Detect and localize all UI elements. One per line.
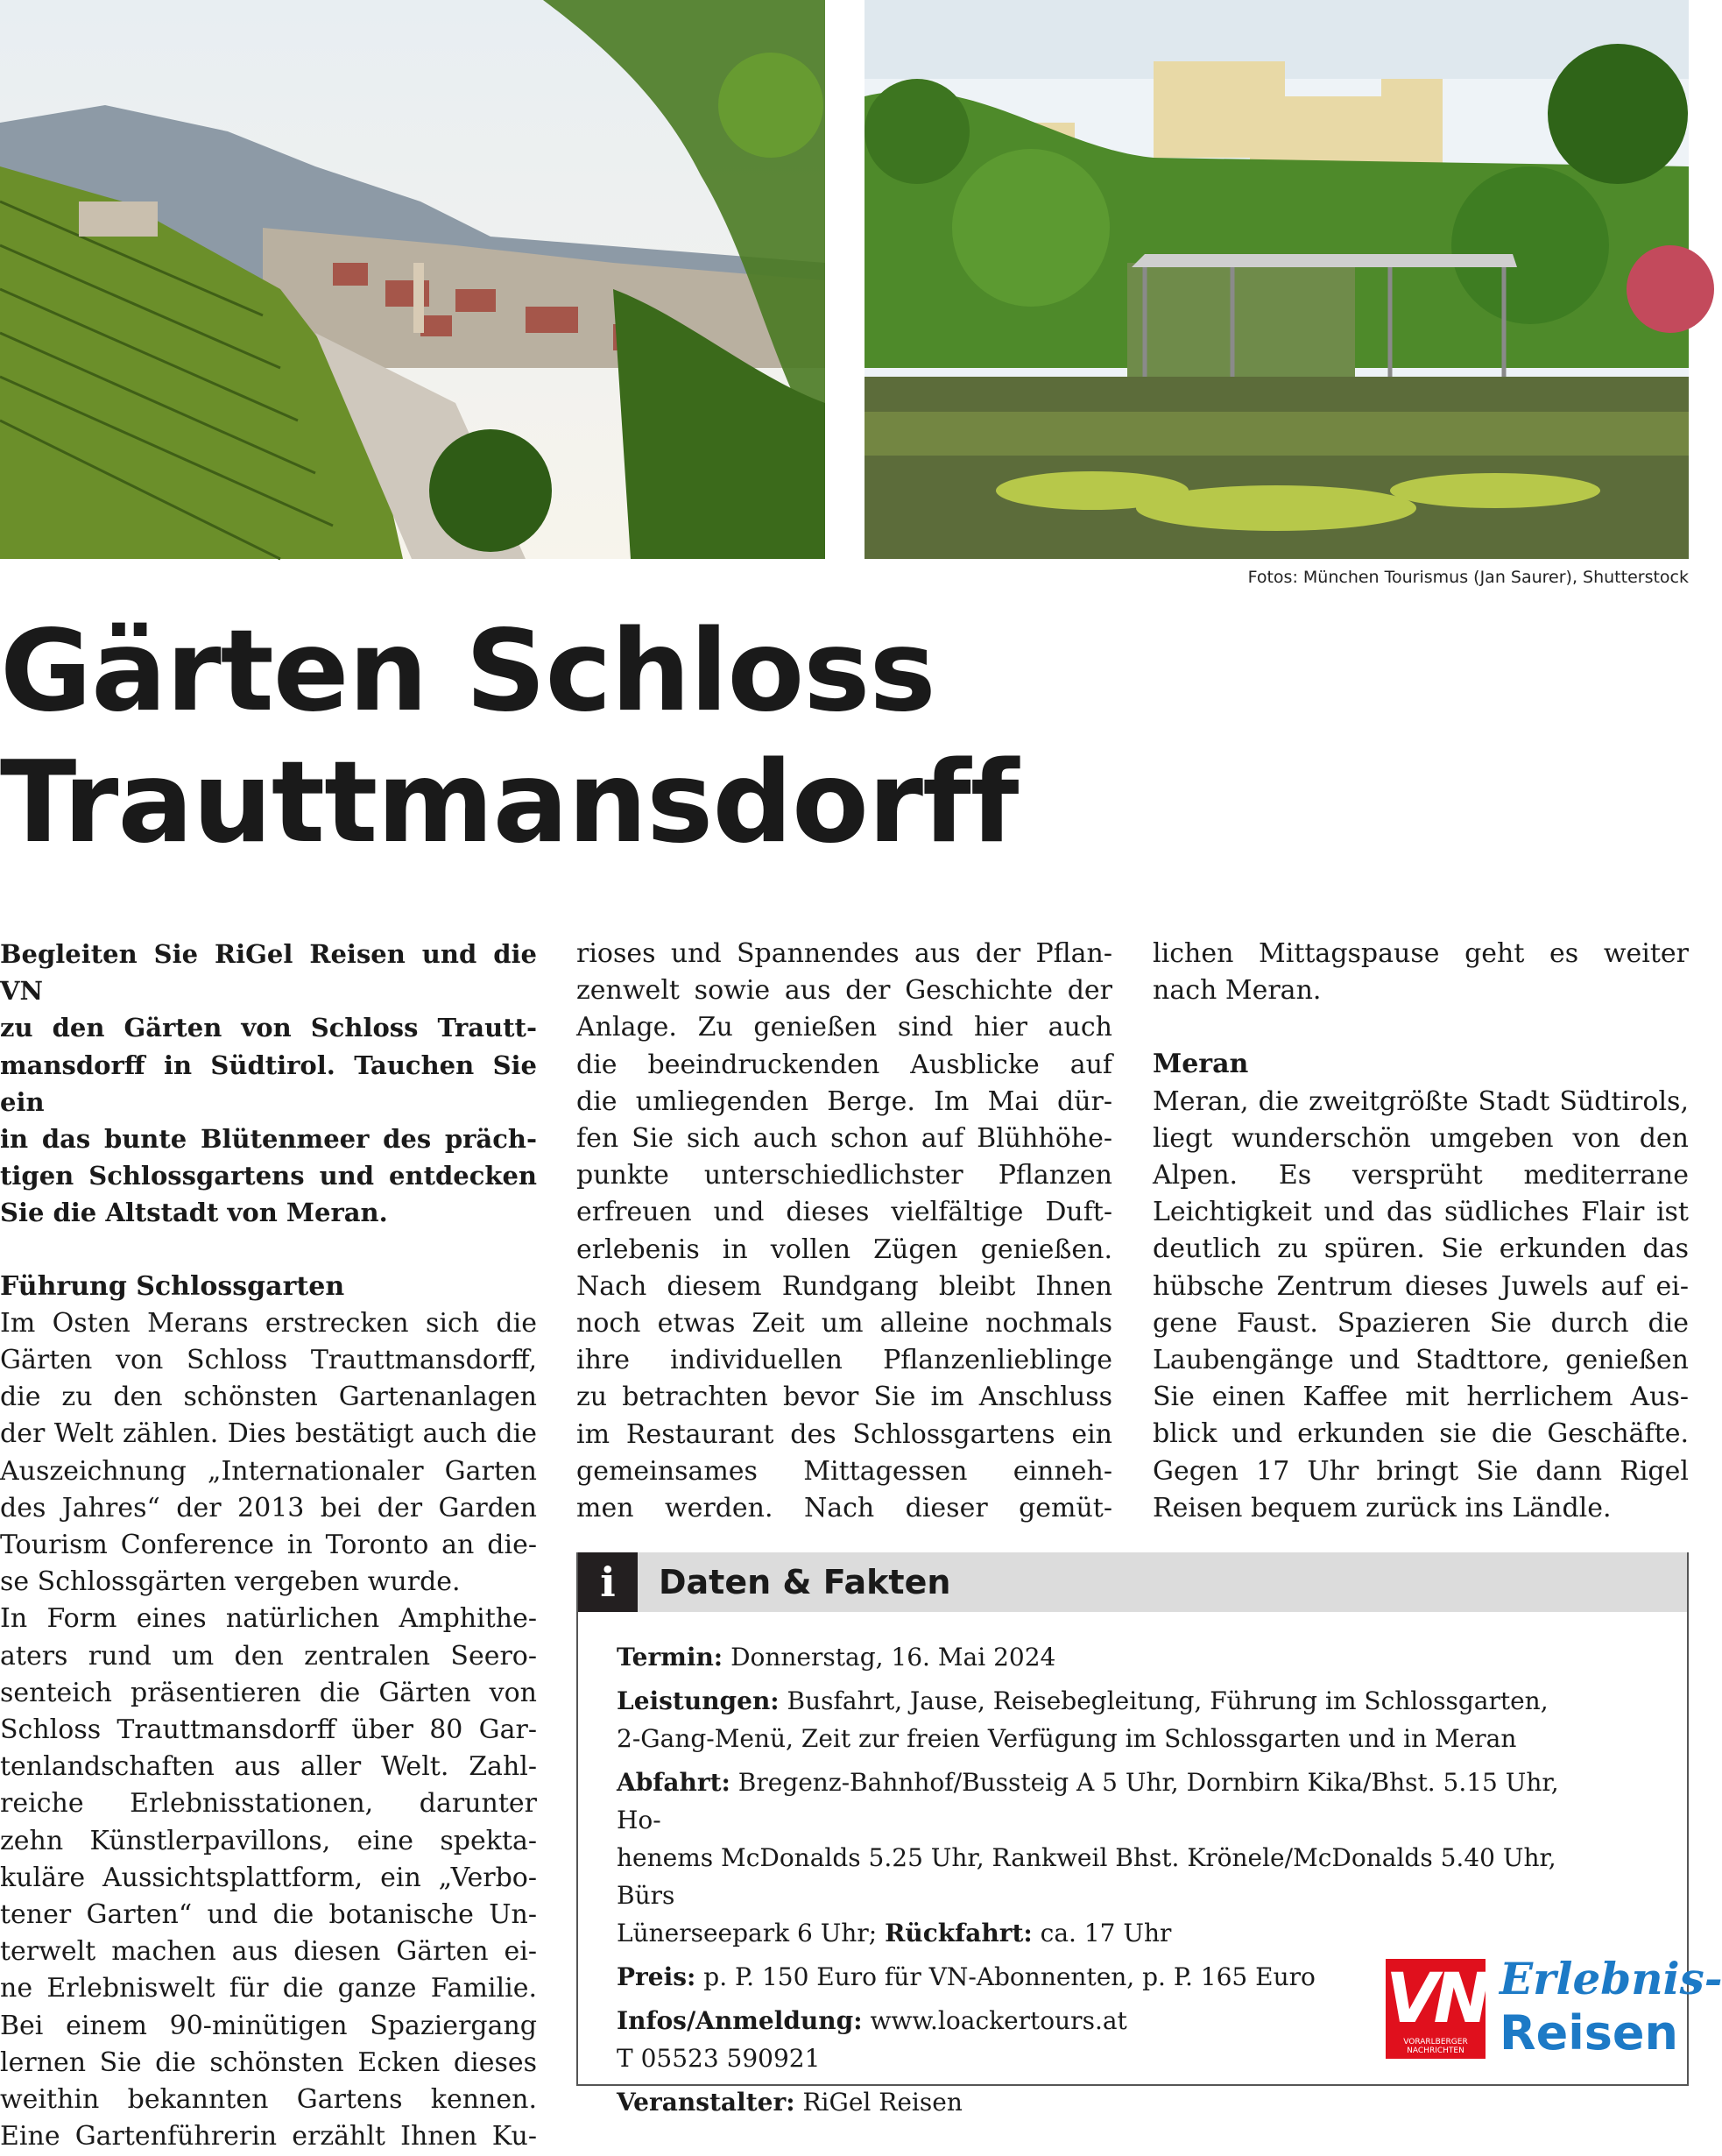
paragraph-meran bbox=[1153, 1084, 1689, 1527]
vn-logo-subtitle-2: NACHRICHTEN bbox=[1407, 2046, 1464, 2055]
lead-paragraph-line: in das bunte Blütenmeer des präch- bbox=[0, 1124, 537, 1155]
paragraph-amphitheater-line: reiche Erlebnisstationen, darunter bbox=[0, 1788, 537, 1820]
paragraph-mittagspause bbox=[1153, 936, 1689, 1009]
paragraph-rundgang-line: Nach diesem Rundgang bleibt Ihnen bbox=[576, 1270, 1112, 1302]
paragraph-meran-line: liegt wunderschön umgeben von den bbox=[1153, 1122, 1689, 1154]
paragraph-amphitheater-line: tener Garten“ und die botanische Un- bbox=[0, 1899, 537, 1931]
paragraph-amphitheater-line: senteich präsentieren die Gärten von bbox=[0, 1677, 537, 1708]
paragraph-amphitheater-line: In Form eines natürlichen Amphithe- bbox=[0, 1603, 537, 1635]
paragraph-rundgang-line: noch etwas Zeit um alleine nochmals bbox=[576, 1308, 1112, 1340]
fact-abfahrt-label: Abfahrt: bbox=[617, 1768, 730, 1797]
fact-veranstalter-label: Veranstalter: bbox=[617, 2088, 795, 2117]
paragraph-amphitheater-line: zehn Künstlerpavillons, eine spekta- bbox=[0, 1825, 537, 1856]
fact-leistungen-value-1: Busfahrt, Jause, Reisebegleitung, Führung im Schlossgarten, bbox=[787, 1686, 1549, 1715]
paragraph-meran-line: Alpen. Es versprüht mediterrane bbox=[1153, 1160, 1689, 1191]
vn-logo-text: VN bbox=[1386, 1960, 1486, 2039]
paragraph-osten-merans-line: Tourism Conference in Toronto an die- bbox=[0, 1530, 537, 1561]
lead-paragraph-line: Sie die Altstadt von Meran. bbox=[0, 1198, 388, 1228]
fact-preis-value: p. P. 150 Euro für VN-Abonnenten, p. P. 165 Euro bbox=[703, 1962, 1316, 1991]
paragraph-rundgang-line: zenwelt sowie aus der Geschichte der bbox=[576, 975, 1112, 1007]
paragraph-mittagspause-line: nach Meran. bbox=[1153, 975, 1322, 1007]
headline-line-2: Trauttmansdorff bbox=[0, 738, 1019, 868]
paragraph-meran-line: hübsche Zentrum dieses Juwels auf ei- bbox=[1153, 1270, 1689, 1302]
paragraph-rundgang-line: punkte unterschiedlichster Pflanzen bbox=[576, 1160, 1112, 1191]
fact-preis-label: Preis: bbox=[617, 1962, 696, 1991]
vineyard-illustration bbox=[0, 0, 825, 559]
paragraph-rundgang-line: erfreuen und dieses vielfältige Duft- bbox=[576, 1197, 1112, 1228]
fact-veranstalter bbox=[617, 2083, 1606, 2121]
vn-logo-subtitle bbox=[1386, 2038, 1486, 2055]
paragraph-osten-merans-line: des Jahres“ der 2013 bei der Garden bbox=[0, 1492, 537, 1523]
brand-line-2: Reisen bbox=[1500, 2005, 1678, 2061]
paragraph-amphitheater-line: weithin bekannten Gartens kennen. bbox=[0, 2084, 537, 2116]
info-icon: i bbox=[578, 1552, 638, 1612]
lead-paragraph bbox=[0, 936, 537, 1232]
article-column-1 bbox=[0, 936, 537, 2156]
fact-rueckfahrt-value: ca. 17 Uhr bbox=[1040, 1919, 1172, 1947]
paragraph-meran-line: blick und erkunden sie die Geschäfte. bbox=[1153, 1418, 1689, 1450]
paragraph-amphitheater-line: aters rund um den zentralen Seero- bbox=[0, 1640, 537, 1672]
paragraph-osten-merans-line: der Welt zählen. Dies bestätigt auch die bbox=[0, 1418, 537, 1450]
paragraph-meran-line: Reisen bequem zurück ins Ländle. bbox=[1153, 1492, 1612, 1523]
fact-leistungen bbox=[617, 1682, 1606, 1757]
fact-infos-label: Infos/Anmeldung: bbox=[617, 2006, 863, 2035]
paragraph-meran-line: gene Faust. Spazieren Sie durch die bbox=[1153, 1307, 1689, 1339]
paragraph-meran-line: Sie einen Kaffee mit herrlichem Aus- bbox=[1153, 1382, 1689, 1413]
paragraph-meran-line: deutlich zu spüren. Sie erkunden das bbox=[1153, 1234, 1689, 1265]
fact-termin bbox=[617, 1638, 1606, 1676]
fact-abfahrt bbox=[617, 1764, 1606, 1952]
paragraph-amphitheater-line: ne Erlebniswelt für die ganze Familie. bbox=[0, 1973, 537, 2004]
headline-line-1: Gärten Schloss bbox=[0, 606, 935, 737]
paragraph-rundgang-line: gemeinsames Mittagessen einneh- bbox=[576, 1455, 1112, 1487]
paragraph-meran-line: Meran, die zweitgrößte Stadt Südtirols, bbox=[1153, 1085, 1689, 1117]
paragraph-amphitheater-line: Eine Gartenführerin erzählt Ihnen Ku- bbox=[0, 2121, 537, 2152]
fact-termin-label: Termin: bbox=[617, 1643, 723, 1672]
article-column-2 bbox=[576, 936, 1112, 1527]
paragraph-rundgang-line: die beeindruckenden Ausblicke auf bbox=[576, 1049, 1112, 1080]
paragraph-mittagspause-line: lichen Mittagspause geht es weiter bbox=[1153, 938, 1689, 969]
paragraph-amphitheater-line: lernen Sie die schönsten Ecken dieses bbox=[0, 2046, 537, 2078]
paragraph-rundgang-line: die umliegenden Berge. Im Mai dür- bbox=[576, 1085, 1112, 1117]
lead-paragraph-line: tigen Schlossgartens und entdecken bbox=[0, 1161, 537, 1191]
paragraph-osten-merans-line: se Schlossgärten vergeben wurde. bbox=[0, 1566, 461, 1598]
paragraph-rundgang-line: Anlage. Zu genießen sind hier auch bbox=[576, 1012, 1112, 1043]
vn-logo bbox=[1386, 1959, 1486, 2059]
paragraph-rundgang-line: fen Sie sich auch schon auf Blühhöhe- bbox=[576, 1123, 1112, 1155]
paragraph-osten-merans-line: Im Osten Merans erstrecken sich die bbox=[0, 1307, 537, 1339]
info-box-title: Daten & Fakten bbox=[659, 1563, 951, 1601]
paragraph-osten-merans-line: die zu den schönsten Gartenanlagen bbox=[0, 1382, 537, 1413]
paragraph-meran-line: Gegen 17 Uhr bringt Sie dann Rigel bbox=[1153, 1455, 1689, 1487]
vn-logo-subtitle-1: VORARLBERGER bbox=[1403, 2038, 1468, 2046]
paragraph-amphitheater-line: Bei einem 90-minütigen Spaziergang bbox=[0, 2010, 537, 2041]
headline bbox=[0, 606, 1689, 869]
lead-paragraph-line: Begleiten Sie RiGel Reisen und die VN bbox=[0, 939, 537, 1007]
paragraph-meran-line: Laubengänge und Stadttore, genießen bbox=[1153, 1345, 1689, 1376]
paragraph-rundgang-line: rioses und Spannendes aus der Pflan- bbox=[576, 938, 1112, 969]
paragraph-rundgang-line: ihre individuellen Pflanzenlieblinge bbox=[576, 1345, 1112, 1376]
paragraph-amphitheater-line: Schloss Trauttmansdorff über 80 Gar- bbox=[0, 1714, 537, 1746]
photo-castle-garden-pond bbox=[865, 0, 1689, 559]
fact-abfahrt-value-3: Lünerseepark 6 Uhr; bbox=[617, 1919, 878, 1947]
paragraph-rundgang-line: men werden. Nach dieser gemüt- bbox=[576, 1493, 1112, 1524]
photo-credit: Fotos: München Tourismus (Jan Saurer), Shutterstock bbox=[1247, 568, 1689, 587]
paragraph-amphitheater bbox=[0, 1601, 537, 2155]
subhead-fuehrung: Führung Schlossgarten bbox=[0, 1270, 345, 1302]
article-column-3 bbox=[1153, 936, 1689, 1527]
fact-veranstalter-value: RiGel Reisen bbox=[802, 2088, 963, 2117]
paragraph-amphitheater-line: terwelt machen aus diesen Gärten ei- bbox=[0, 1936, 537, 1968]
paragraph-osten-merans bbox=[0, 1305, 537, 1601]
fact-leistungen-label: Leistungen: bbox=[617, 1686, 780, 1715]
lead-paragraph-line: zu den Gärten von Schloss Trautt- bbox=[0, 1013, 537, 1043]
photo-vineyard-meran bbox=[0, 0, 825, 559]
brand-line-1: Erlebnis- bbox=[1500, 1953, 1722, 2004]
paragraph-rundgang-line: erlebenis in vollen Zügen genießen. bbox=[576, 1234, 1112, 1265]
fact-abfahrt-value-2: henems McDonalds 5.25 Uhr, Rankweil Bhst. Krönele/McDonalds 5.40 Uhr, Bürs bbox=[617, 1843, 1556, 1910]
paragraph-amphitheater-line: tenlandschaften aus aller Welt. Zahl- bbox=[0, 1751, 537, 1783]
paragraph-osten-merans-line: Auszeichnung „Internationaler Garten bbox=[0, 1455, 537, 1487]
fact-termin-value: Donnerstag, 16. Mai 2024 bbox=[730, 1643, 1056, 1672]
paragraph-rundgang-line: zu betrachten bevor Sie im Anschluss bbox=[576, 1382, 1112, 1413]
fact-infos-phone: T 05523 590921 bbox=[617, 2044, 821, 2073]
paragraph-rundgang-line: im Restaurant des Schlossgartens ein bbox=[576, 1418, 1112, 1450]
paragraph-rundgang bbox=[576, 936, 1112, 1527]
fact-infos-website-link[interactable]: www.loackertours.at bbox=[870, 2006, 1127, 2035]
castle-garden-illustration bbox=[865, 0, 1689, 559]
paragraph-meran-line: Leichtigkeit und das südliches Flair ist bbox=[1153, 1197, 1689, 1228]
fact-rueckfahrt-label: Rückfahrt: bbox=[885, 1919, 1033, 1947]
fact-abfahrt-value-1: Bregenz-Bahnhof/Bussteig A 5 Uhr, Dornbirn Kika/Bhst. 5.15 Uhr, Ho- bbox=[617, 1768, 1559, 1834]
fact-leistungen-value-2: 2-Gang-Menü, Zeit zur freien Verfügung im Schlossgarten und in Meran bbox=[617, 1724, 1517, 1753]
erlebnis-reisen-brand bbox=[1500, 1952, 1722, 2061]
paragraph-osten-merans-line: Gärten von Schloss Trauttmansdorff, bbox=[0, 1345, 537, 1376]
lead-paragraph-line: mansdorff in Südtirol. Tauchen Sie ein bbox=[0, 1050, 537, 1117]
info-box-header bbox=[578, 1552, 1687, 1612]
subhead-meran: Meran bbox=[1153, 1049, 1249, 1080]
paragraph-amphitheater-line: kuläre Aussichtsplattform, ein „Verbo- bbox=[0, 1862, 537, 1893]
